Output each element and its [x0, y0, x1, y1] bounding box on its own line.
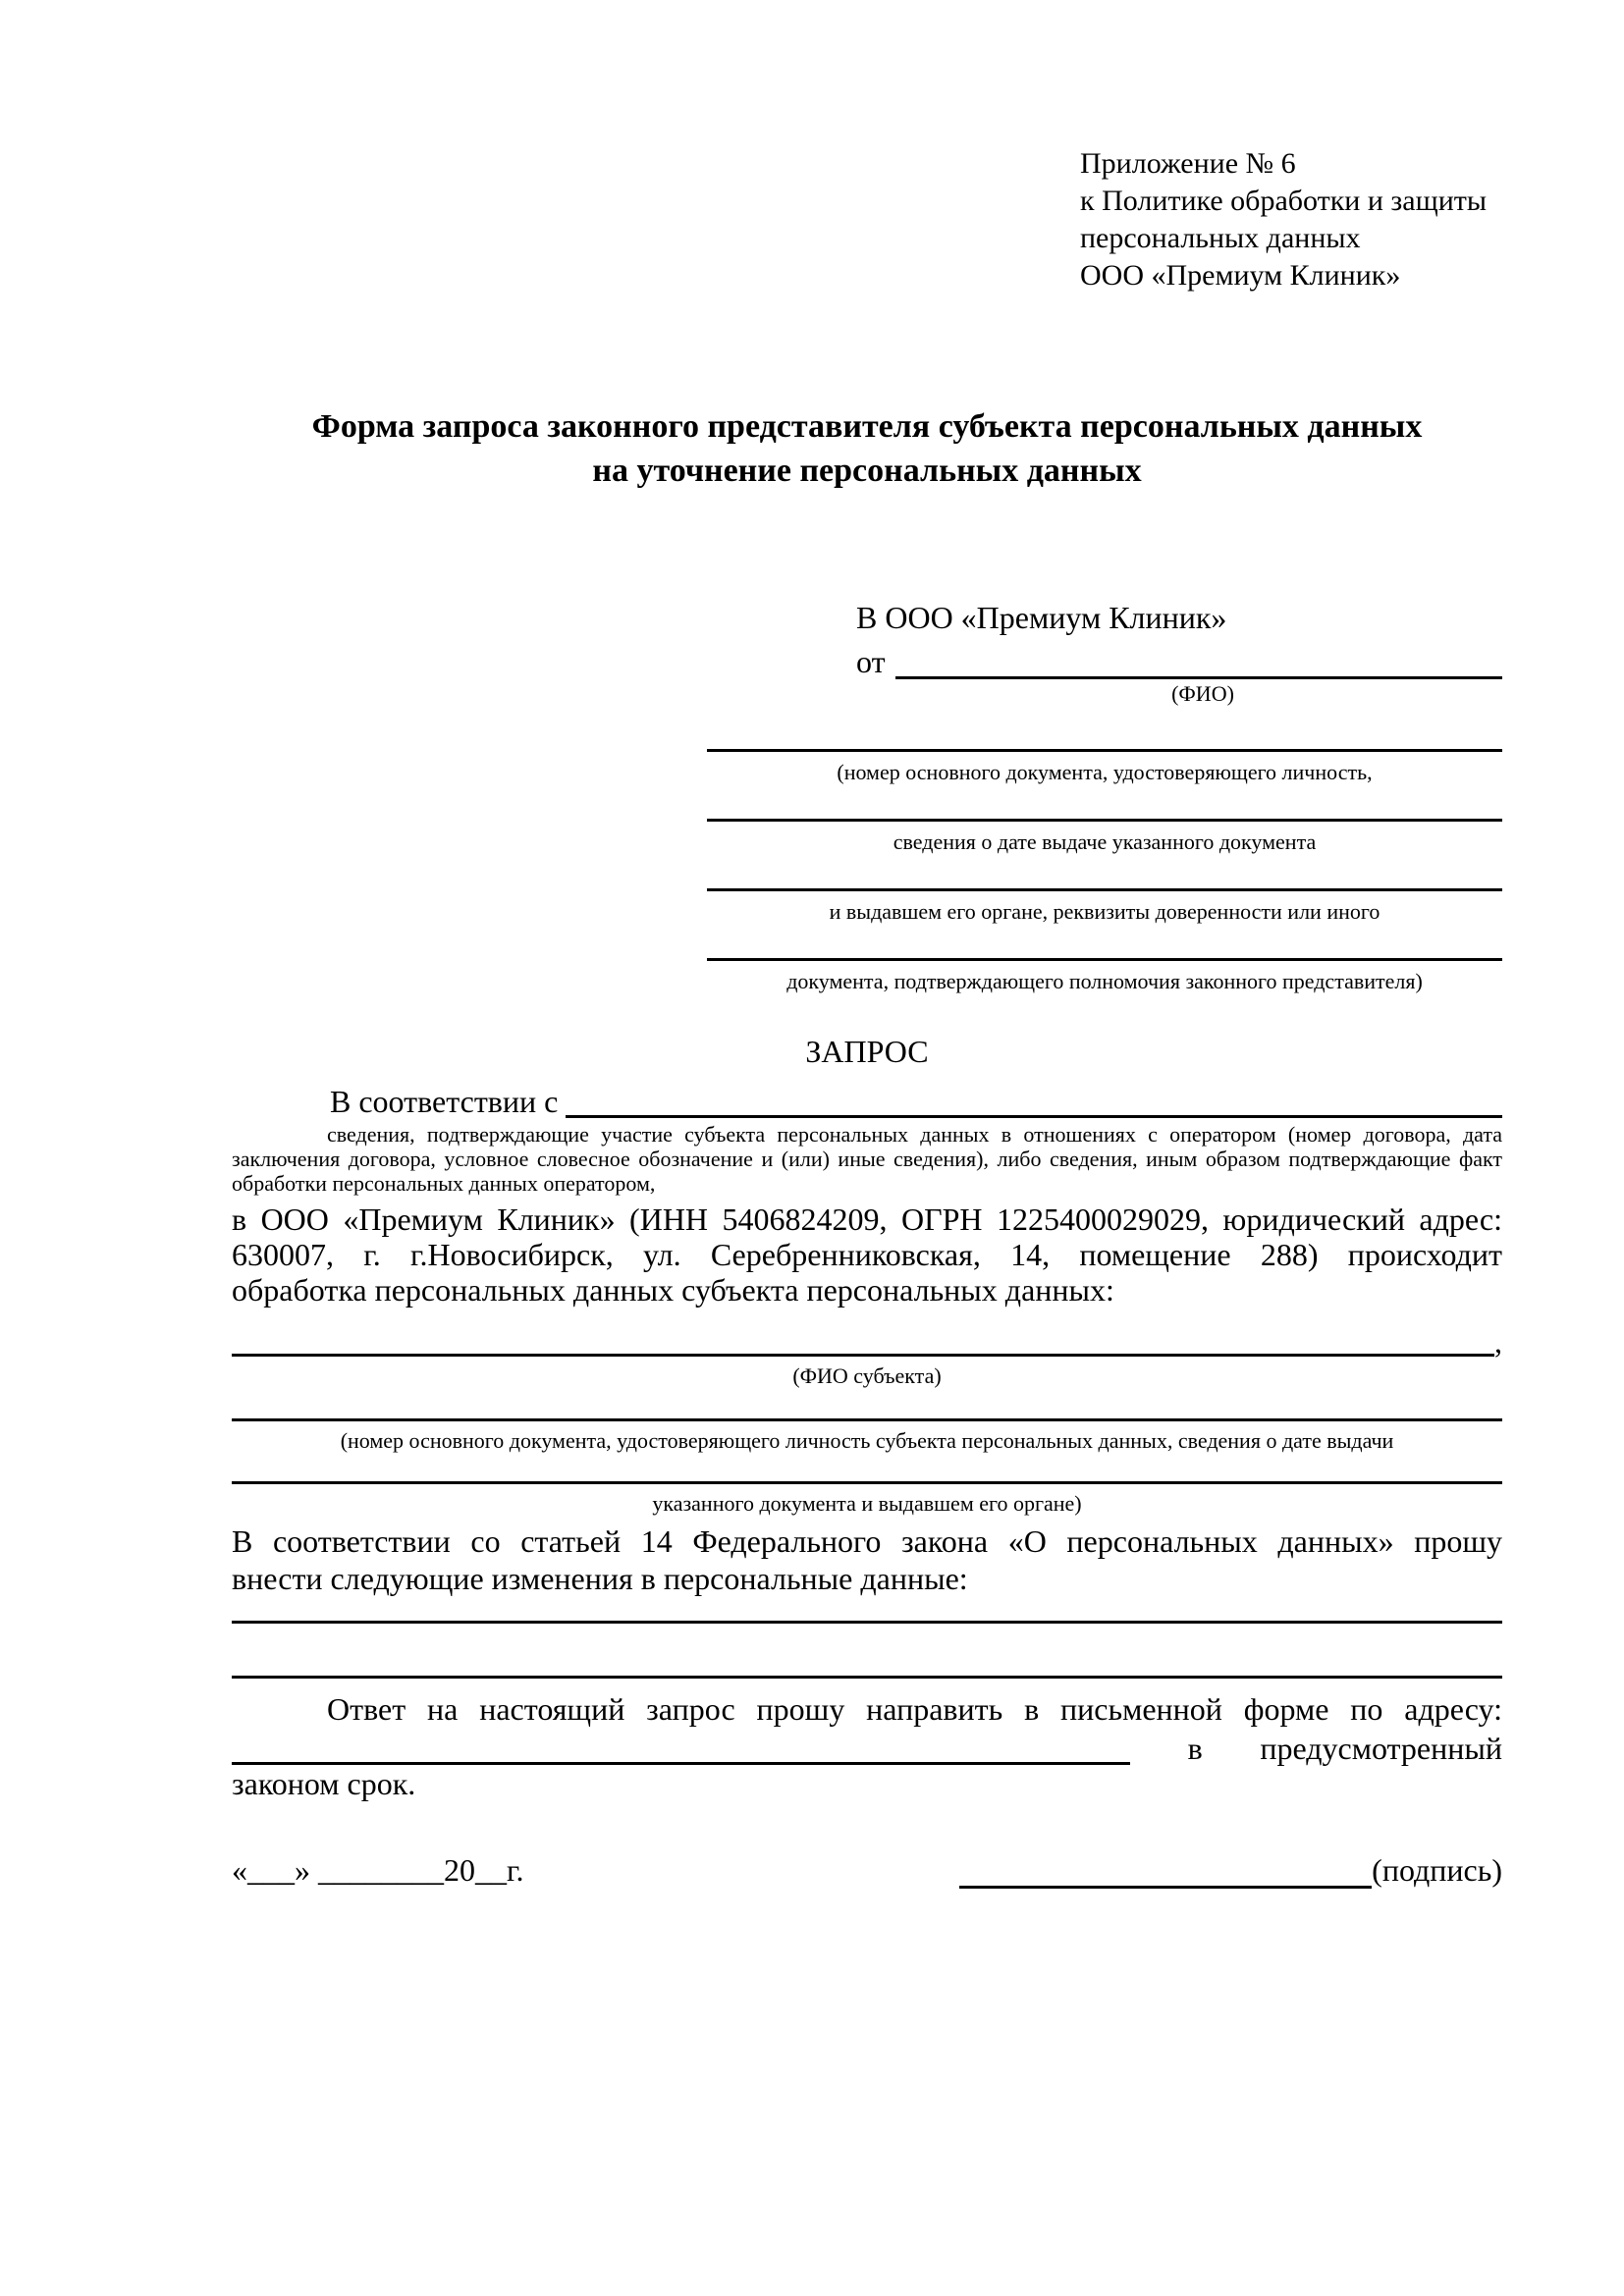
- article-paragraph: [232, 1522, 1502, 1597]
- request-heading: ЗАПРОС: [805, 1034, 929, 1069]
- representative-document-fields: [707, 749, 1502, 994]
- subject-document-caption: (номер основного документа, удостоверяющего личность субъекта персональных данных, сведения о дате выдачи: [340, 1428, 1394, 1453]
- date-field[interactable]: «___» ________20__г.: [232, 1852, 524, 1888]
- footnote-line: обработки персональных данных оператором,: [232, 1171, 656, 1196]
- document-issue-date-field[interactable]: [707, 819, 1502, 822]
- page-title: [232, 404, 1502, 493]
- document-content: [232, 145, 1502, 1889]
- issuing-authority-field[interactable]: [707, 888, 1502, 891]
- document-number-field[interactable]: [707, 749, 1502, 752]
- subject-document-issuer-caption: указанного документа и выдавшем его органе): [652, 1491, 1082, 1516]
- operator-paragraph-line: обработка персональных данных субъекта персональных данных:: [232, 1272, 1114, 1308]
- reply-word: в: [1187, 1731, 1203, 1766]
- changes-field-line1[interactable]: [232, 1621, 1502, 1624]
- signature-group: [959, 1851, 1502, 1889]
- operator-paragraph: [232, 1201, 1502, 1308]
- reply-paragraph-line: Ответ на настоящий запрос прошу направить в письменной форме по адресу:: [327, 1691, 1502, 1727]
- appendix-line: ООО «Премиум Клиник»: [1080, 259, 1401, 292]
- addressee-block: [232, 597, 1502, 994]
- article-paragraph-line: внести следующие изменения в персональные данные:: [232, 1561, 968, 1596]
- appendix-line: персональных данных: [1080, 222, 1361, 254]
- from-label: от: [856, 644, 886, 679]
- document-issue-date-caption: сведения о дате выдаче указанного документа: [893, 829, 1317, 854]
- page-title-line: Форма запроса законного представителя субъекта персональных данных: [311, 408, 1423, 445]
- changes-field-line2[interactable]: [232, 1676, 1502, 1679]
- subject-fio-caption: (ФИО субъекта): [792, 1363, 942, 1388]
- addressee-to: В ООО «Премиум Клиник»: [856, 600, 1227, 635]
- appendix-line: к Политике обработки и защиты: [1080, 185, 1488, 217]
- footnote-line: сведения, подтверждающие участие субъекта персональных данных в отношениях с оператором (номер договора, дата: [327, 1122, 1502, 1147]
- operator-paragraph-line: 630007, г. г.Новосибирск, ул. Серебренниковская, 14, помещение 288) происходит: [232, 1237, 1502, 1272]
- operator-paragraph-line: в ООО «Премиум Клиник» (ИНН 5406824209, ОГРН 1225400029029, юридический адрес:: [232, 1201, 1502, 1237]
- accordance-row: [232, 1077, 1502, 1118]
- fio-caption: (ФИО): [1171, 681, 1234, 706]
- appendix-line: Приложение № 6: [1080, 147, 1296, 180]
- article-paragraph-line: В соответствии со статьей 14 Федерального закона «О персональных данных» прошу: [232, 1523, 1502, 1559]
- appendix-block: [1080, 145, 1502, 294]
- authority-document-field[interactable]: [707, 958, 1502, 961]
- issuing-authority-caption: и выдавшем его органе, реквизиты доверенности или иного: [829, 899, 1380, 924]
- reply-word: предусмотренный: [1260, 1731, 1502, 1766]
- document-number-caption: (номер основного документа, удостоверяющего личность,: [837, 760, 1373, 784]
- authority-document-caption: документа, подтверждающего полномочия законного представителя): [786, 969, 1423, 993]
- addressee-from-row: [856, 638, 1502, 679]
- footnote-line: заключения договора, условное словесное обозначение и (или) иные сведения), либо сведения, иным образом подтверждающие факт: [232, 1147, 1502, 1171]
- page-title-line: на уточнение персональных данных: [592, 453, 1142, 489]
- accordance-footnote: [232, 1122, 1502, 1196]
- subject-fio-field[interactable]: [232, 1318, 1494, 1357]
- signature-caption: (подпись): [1372, 1852, 1502, 1888]
- reply-address-field[interactable]: [232, 1729, 1130, 1765]
- subject-document-field[interactable]: [232, 1418, 1502, 1421]
- subject-fio-row: [232, 1324, 1502, 1360]
- subject-document-issuer-field[interactable]: [232, 1481, 1502, 1484]
- accordance-basis-field[interactable]: [566, 1080, 1502, 1118]
- signature-field[interactable]: [959, 1852, 1372, 1889]
- reply-address-row: [232, 1728, 1502, 1765]
- subject-fio-comma: ,: [1494, 1324, 1502, 1360]
- reply-paragraph-line: законом срок.: [232, 1766, 416, 1801]
- from-name-field[interactable]: [895, 641, 1502, 679]
- accordance-lead: В соответствии с: [330, 1084, 559, 1119]
- signature-row: [232, 1851, 1502, 1889]
